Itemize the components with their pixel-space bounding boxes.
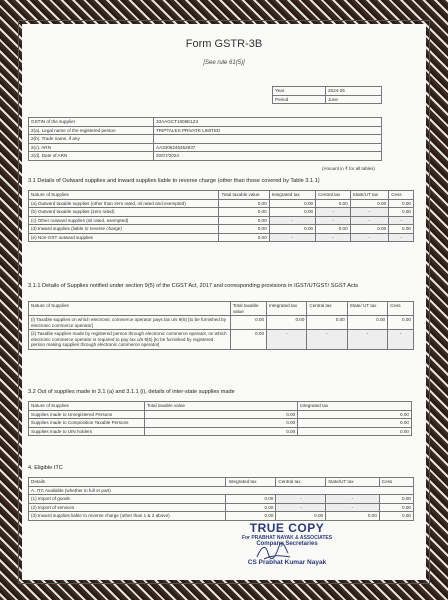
table-row [29, 330, 414, 350]
taxpayer-value [154, 135, 382, 144]
column-header: Central tax [316, 191, 351, 200]
column-header: State/UT tax [350, 191, 389, 200]
column-header: Central tax [276, 478, 326, 487]
taxpayer-value: TRIPTALES PRIVATE LIMITED [154, 126, 382, 135]
table-row [29, 512, 414, 521]
taxpayer-row [29, 135, 382, 144]
table-cell: 0.00 [298, 419, 412, 428]
taxpayer-value: AA3306246352937 [154, 143, 382, 152]
table-cell: 0.00 [219, 208, 269, 217]
taxpayer-label: 2(b). Trade name, if any [29, 135, 154, 144]
table-cell: 0.00 [144, 419, 297, 428]
amount-note: (Amount in ₹ for all tables) [322, 166, 375, 171]
column-header: Cess [388, 302, 414, 316]
period-value: June [326, 95, 382, 104]
form-subtitle: [See rule 61(5)] [203, 60, 245, 66]
supply-nature: (c) Other outward supplies (nil rated, exempted) [29, 216, 219, 225]
stamp-signatory: CS Prabhat Kumar Nayak [247, 559, 327, 566]
table-cell: 0.00 [307, 316, 347, 330]
table-cell: - [316, 216, 351, 225]
table-row [29, 503, 414, 512]
table-cell: - [276, 503, 326, 512]
table-cell: 0.00 [298, 427, 412, 436]
table-row [29, 216, 414, 225]
section-4-heading: 4. Eligible ITC [28, 465, 63, 471]
taxpayer-row [29, 143, 382, 152]
table-row [29, 225, 414, 234]
column-header: Total taxable value [219, 191, 269, 200]
section-3-1-1-heading: 3.1.1 Details of Supplies notified under section 9(5) of the CGST Act, 2017 and corresponding provisions in IGST/UTGST/ SGST Acts [28, 283, 358, 289]
taxpayer-value: 33AAGCT1606E1Z4 [154, 118, 382, 127]
section-3-1-table [28, 190, 414, 242]
column-header: Nature of Supplies [29, 302, 231, 316]
signature-scribble [254, 541, 294, 563]
supply-nature: (e) Non-GST outward supplies [29, 233, 219, 242]
table-row [29, 208, 414, 217]
table-cell: 0.00 [230, 316, 266, 330]
table-cell: 0.00 [389, 208, 414, 217]
table-cell: 0.00 [269, 225, 315, 234]
table-cell: 0.00 [226, 495, 276, 504]
taxpayer-table [28, 117, 382, 161]
table-cell: 0.00 [276, 512, 326, 521]
column-header: Nature of Supplies [29, 402, 145, 411]
itc-group-row [29, 486, 414, 495]
table-cell: - [389, 216, 414, 225]
column-header: State/UT tax [326, 478, 380, 487]
column-header: Integrated tax [298, 402, 412, 411]
table-cell: 0.00 [298, 410, 412, 419]
column-header: Cess [379, 478, 413, 487]
column-header: Nature of Supplies [29, 191, 219, 200]
table-cell: - [276, 495, 326, 504]
column-header: State/ UT tax [347, 302, 387, 316]
itc-detail: (1) Import of goods [29, 495, 226, 504]
supply-nature: Supplies made to Composition Taxable Persons [29, 419, 145, 428]
taxpayer-label: 2(a). Legal name of the registered person [29, 126, 154, 135]
table-cell: 0.00 [219, 225, 269, 234]
section-3-1-1-table [28, 301, 414, 350]
taxpayer-label: GSTIN of the supplier [29, 118, 154, 127]
table-cell: 0.00 [316, 225, 351, 234]
supply-nature: (d) Inward supplies (liable to reverse charge) [29, 225, 219, 234]
table-cell: 0.00 [219, 216, 269, 225]
table-cell: 0.00 [269, 208, 315, 217]
table-cell: 0.00 [350, 199, 389, 208]
year-value: 2024-25 [326, 87, 382, 96]
table-cell: 0.00 [347, 316, 387, 330]
table-row [29, 233, 414, 242]
taxpayer-label: 2(c). ARN [29, 143, 154, 152]
supply-nature: (b) Outward taxable supplies (zero rated) [29, 208, 219, 217]
table-cell: 0.00 [388, 316, 414, 330]
supply-nature: Supplies made to UIN holders [29, 427, 145, 436]
taxpayer-row [29, 126, 382, 135]
table-cell: - [269, 233, 315, 242]
form-title: Form GSTR-3B [185, 38, 263, 50]
table-cell: 0.00 [379, 503, 413, 512]
table-row [29, 419, 412, 428]
year-label: Year [273, 87, 326, 96]
stamp-title: TRUE COPY [249, 521, 325, 535]
column-header: Integrated tax [226, 478, 276, 487]
table-cell: - [347, 330, 387, 350]
table-cell: - [388, 330, 414, 350]
table-cell: 0.00 [389, 199, 414, 208]
supply-nature: Supplies made to Unregistered Persons [29, 410, 145, 419]
table-cell: - [269, 216, 315, 225]
table-cell: - [350, 216, 389, 225]
table-row [29, 427, 412, 436]
column-header: Integrated tax [267, 302, 307, 316]
itc-group-label: A. ITC Available (whether in full or part) [29, 486, 414, 495]
table-row [29, 316, 414, 330]
table-cell: 0.00 [350, 225, 389, 234]
table-cell: 0.00 [269, 199, 315, 208]
taxpayer-row [29, 118, 382, 127]
table-cell: 0.00 [226, 512, 276, 521]
supply-nature: (ii) Taxable supplies made by registered person through electronic commerce operator, on which electronic commerce operator is required to pay tax u/s 9(5) [to be furnished by registered person making supplies through electronic commerce operator] [29, 330, 231, 350]
stamp-firm: For PRABHAT NAYAK & ASSOCIATES [241, 535, 333, 541]
table-cell: 0.00 [219, 233, 269, 242]
supply-nature: (a) Outward taxable supplies (other than zero rated, nil rated and exempted) [29, 199, 219, 208]
itc-detail: (3) Inward supplies liable to reverse charge (other than 1 & 2 above) [29, 512, 226, 521]
table-cell: - [316, 208, 351, 217]
table-cell: 0.00 [230, 330, 266, 350]
period-label: Period [273, 95, 326, 104]
table-cell: 0.00 [226, 503, 276, 512]
column-header: Integrated tax [269, 191, 315, 200]
supply-nature: (i) Taxable supplies on which electronic commerce operator pays tax u/s 9(5) [to be furnished by electronic commerce operator] [29, 316, 231, 330]
section-3-2-table [28, 401, 412, 436]
column-header: Cess [389, 191, 414, 200]
table-row [29, 199, 414, 208]
table-cell: - [316, 233, 351, 242]
column-header: Total taxable value [230, 302, 266, 316]
column-header: Total taxable value [144, 402, 297, 411]
table-cell: - [350, 233, 389, 242]
stamp-designation: Company Secretaries [256, 541, 318, 547]
table-cell: 0.00 [389, 225, 414, 234]
document-page [22, 24, 426, 580]
table-cell: - [307, 330, 347, 350]
itc-detail: (2) Import of services [29, 503, 226, 512]
table-row [29, 410, 412, 419]
table-cell: - [350, 208, 389, 217]
table-cell: 0.00 [144, 410, 297, 419]
table-cell: - [326, 503, 380, 512]
taxpayer-label: 2(d). Date of ARN [29, 152, 154, 161]
section-4-table [28, 477, 414, 521]
table-row [29, 495, 414, 504]
column-header: Details [29, 478, 226, 487]
table-cell: 0.00 [326, 512, 380, 521]
table-cell: 0.00 [316, 199, 351, 208]
section-3-2-heading: 3.2 Out of supplies made in 3.1 (a) and 3.1.1 (i), details of inter-state supplies made [28, 389, 235, 395]
table-cell: 0.00 [379, 512, 413, 521]
taxpayer-row [29, 152, 382, 161]
table-cell: 0.00 [379, 495, 413, 504]
section-3-1-heading: 3.1 Details of Outward supplies and inward supplies liable to reverse charge (other than those covered by Table 3.1.1) [28, 178, 320, 184]
column-header: Central tax [307, 302, 347, 316]
taxpayer-value: 20/07/2024 [154, 152, 382, 161]
table-cell: 0.00 [267, 316, 307, 330]
table-cell: 0.00 [144, 427, 297, 436]
table-cell: - [326, 495, 380, 504]
table-cell: 0.00 [219, 199, 269, 208]
table-cell: - [267, 330, 307, 350]
table-cell: - [389, 233, 414, 242]
period-table [272, 86, 382, 104]
